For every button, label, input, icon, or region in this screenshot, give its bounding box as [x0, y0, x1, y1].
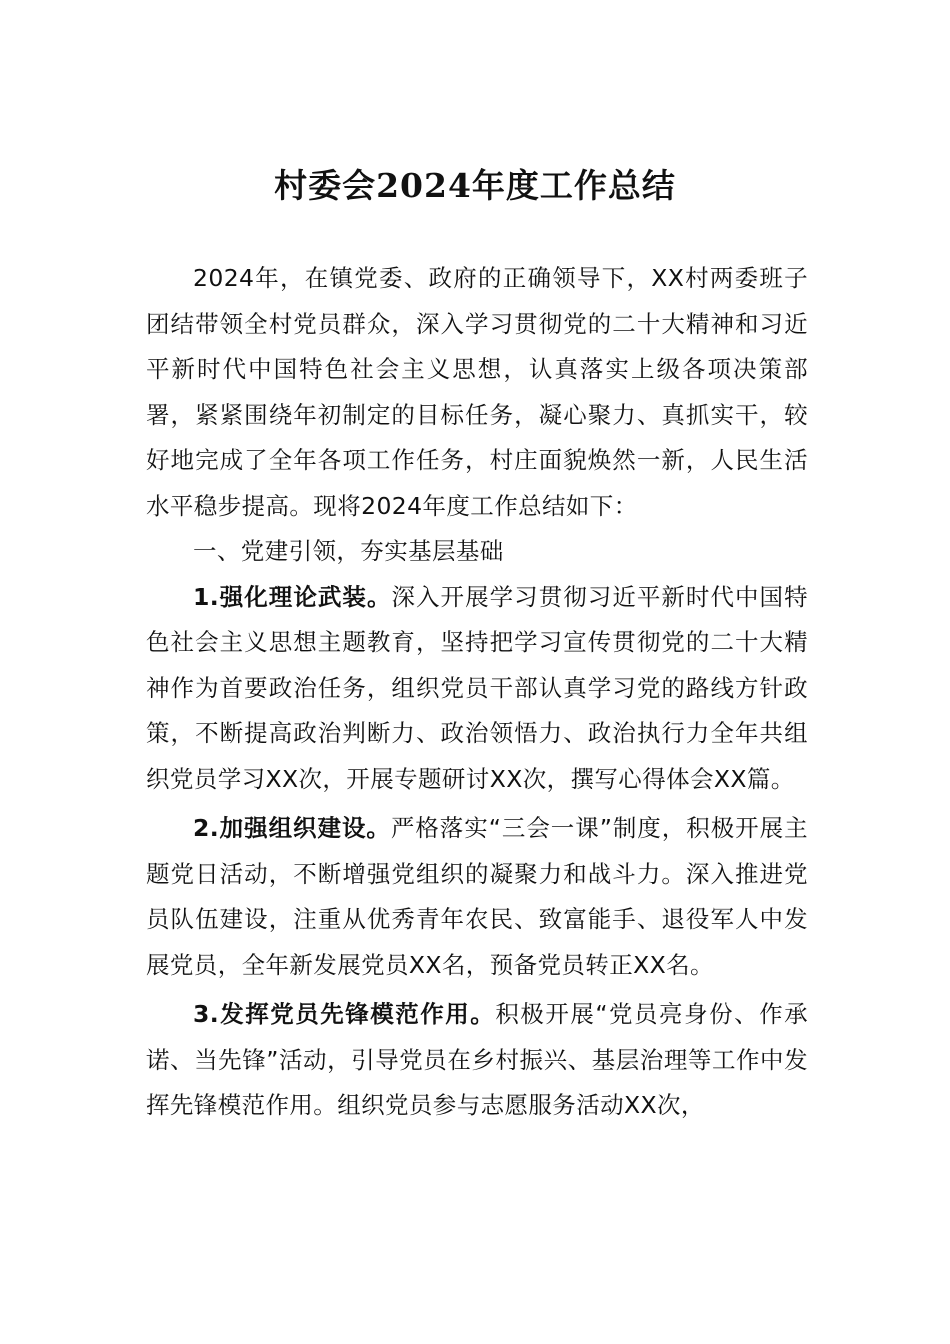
intro-paragraph: 2024年，在镇党委、政府的正确领导下，XX村两委班子团结带领全村党员群众，深入学习贯彻党的二十大精神和习近平新时代中国特色社会主义思想，认真落实上级各项决策部署，紧紧围绕年初制定的目标任务，凝心聚力、真抓实干，较好地完成了全年各项工作任务，村庄面貌焕然一新，人民生活水平稳步提高。现将2024年度工作总结如下：	[146, 264, 808, 520]
item-paragraph-1	[146, 575, 808, 803]
document-body	[146, 256, 808, 1129]
item-paragraph-2	[146, 806, 808, 988]
item-text: 深入开展学习贯彻习近平新时代中国特色社会主义思想主题教育，坚持把学习宣传贯彻党的二十大精神作为首要政治任务，组织党员干部认真学习党的路线方针政策，不断提高政治判断力、政治领悟力、政治执行力全年共组织党员学习XX次，开展专题研讨XX次，撰写心得体会XX篇。	[146, 582, 808, 793]
item-text: 严格落实“三会一课”制度，积极开展主题党日活动，不断增强党组织的凝聚力和战斗力。深入推进党员队伍建设，注重从优秀青年农民、致富能手、退役军人中发展党员，全年新发展党员XX名，预备党员转正XX名。	[146, 814, 808, 979]
item-text: 积极开展“党员亮身份、作承诺、当先锋”活动，引导党员在乡村振兴、基层治理等工作中发挥先锋模范作用。组织党员参与志愿服务活动XX次，	[146, 1000, 809, 1119]
item-paragraph-3	[146, 992, 808, 1129]
item-lead: 3.发挥党员先锋模范作用。	[193, 1000, 496, 1028]
section-heading: 一、党建引领，夯实基层基础	[193, 537, 504, 565]
item-lead: 2.加强组织建设。	[193, 814, 391, 842]
item-lead: 1.强化理论武装。	[193, 582, 392, 611]
page-title: 村委会2024年度工作总结	[274, 166, 676, 205]
